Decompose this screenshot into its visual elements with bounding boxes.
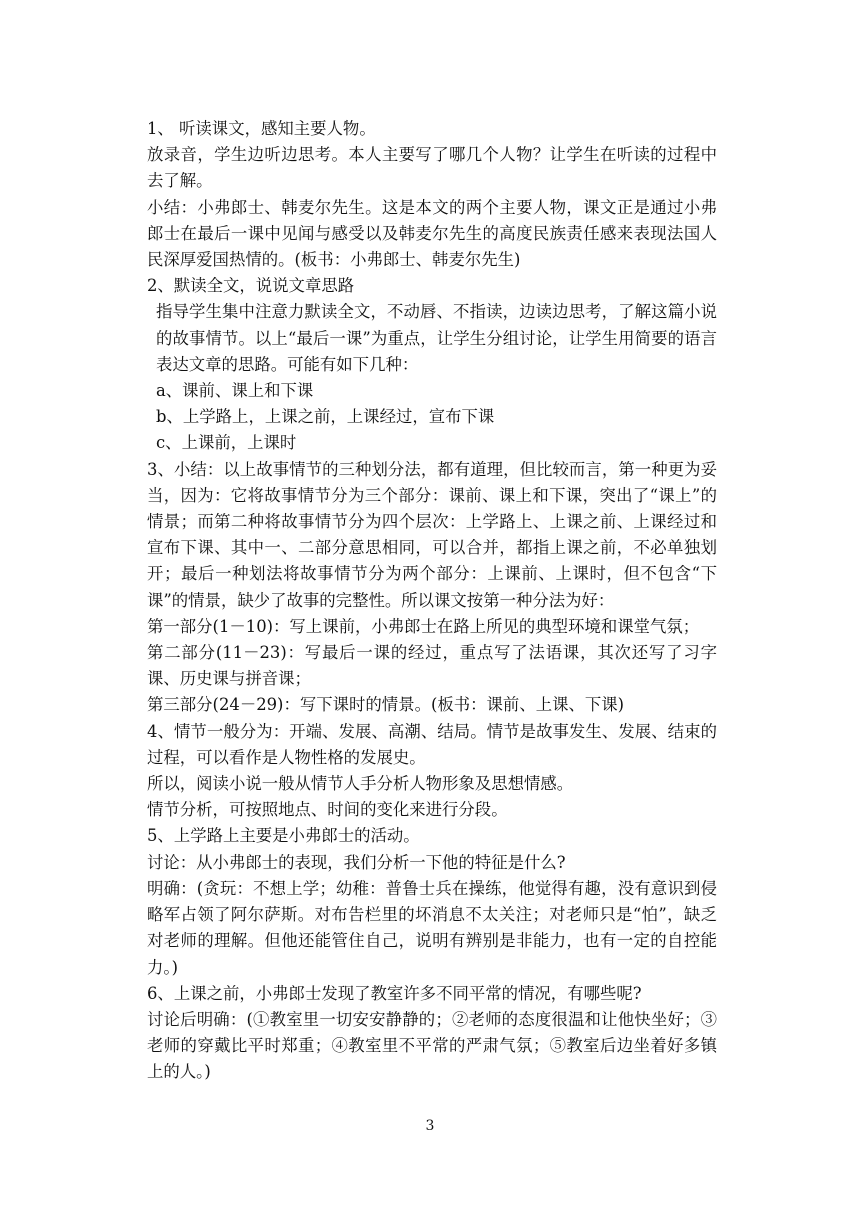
part-three: 第三部分(24－29)：写下课时的情景。(板书：课前、上课、下课) (147, 695, 625, 715)
option-c: c、上课前，上课时 (156, 433, 297, 453)
paragraph-discussion-question: 讨论：从小弗郎士的表现，我们分析一下他的特征是什么? (147, 852, 566, 872)
paragraph-silent-reading: 指导学生集中注意力默读全文，不动唇、不指读，边读边思考，了解这篇小说的故事情节。以上“最后一课”为重点，让学生分组讨论，让学生用简要的语言表达文章的思路。可能有如下几种： (156, 302, 717, 374)
page-number: 3 (425, 1118, 435, 1134)
paragraph-reading-novels: 所以，阅读小说一般从情节人手分析人物形象及思想情感。 (147, 774, 574, 794)
paragraph-listen-instructions: 放录音，学生边听边思考。本人主要写了哪几个人物？让学生在听读的过程中去了解。 (147, 145, 717, 191)
section-5-heading: 5、上学路上主要是小弗郎士的活动。 (147, 826, 420, 846)
section-1-heading: 1、 听读课文，感知主要人物。 (147, 119, 376, 138)
section-3-summary: 3、小结：以上故事情节的三种划分法，都有道理，但比较而言，第一种更为妥当，因为：它将故事情节分为三个部分：课前、课上和下课，突出了“课上”的情景；而第二种将故事情节分为四个层次：上学路上、上课之前、上课经过和宣布下课、其中一、二部分意思相同，可以合并，都指上课之前，不必单独划开；最后一种划法将故事情节分为两个部分：上课前、上课时，但不包含“下课”的情景，缺少了故事的完整性。所以课文按第一种分法为好： (147, 459, 717, 610)
section-2-heading: 2、默读全文，说说文章思路 (147, 276, 355, 296)
paragraph-plot-analysis: 情节分析，可按照地点、时间的变化来进行分段。 (147, 800, 508, 820)
option-b: b、上学路上，上课之前，上课经过，宣布下课 (156, 407, 495, 427)
part-two: 第二部分(11－23)：写最后一课的经过，重点写了法语课，其次还写了习字课、历史课与拼音课； (147, 643, 717, 689)
paragraph-discussion-conclusion: 讨论后明确：(①教室里一切安安静静的；②老师的态度很温和让他快坐好；③老师的穿戴比平时郑重；④教室里不平常的严肃气氛；⑤教室后边坐着好多镇上的人。) (147, 1009, 717, 1082)
part-one: 第一部分(1－10)：写上课前，小弗郎士在路上所见的典型环境和课堂气氛； (147, 616, 700, 636)
document-body (147, 116, 717, 1086)
section-6-heading: 6、上课之前，小弗郎士发现了教室许多不同平常的情况，有哪些呢? (147, 983, 642, 1003)
paragraph-summary-characters: 小结：小弗郎士、韩麦尔先生。这是本文的两个主要人物，课文正是通过小弗郎士在最后一课中见闻与感受以及韩麦尔先生的高度民族责任感来表现法国人民深厚爱国热情的。(板书：小弗郎士、韩麦尔先生) (147, 197, 717, 270)
section-4-plot: 4、情节一般分为：开端、发展、高潮、结局。情节是故事发生、发展、结束的过程，可以看作是人物性格的发展史。 (147, 721, 717, 767)
option-a: a、课前、课上和下课 (156, 381, 314, 401)
paragraph-clarification: 明确：(贪玩：不想上学；幼稚：普鲁士兵在操练，他觉得有趣，没有意识到侵略军占领了阿尔萨斯。对布告栏里的坏消息不太关注；对老师只是“怕”，缺乏对老师的理解。但他还能管住自己，说明有辨别是非能力，也有一定的自控能力。) (147, 878, 717, 977)
